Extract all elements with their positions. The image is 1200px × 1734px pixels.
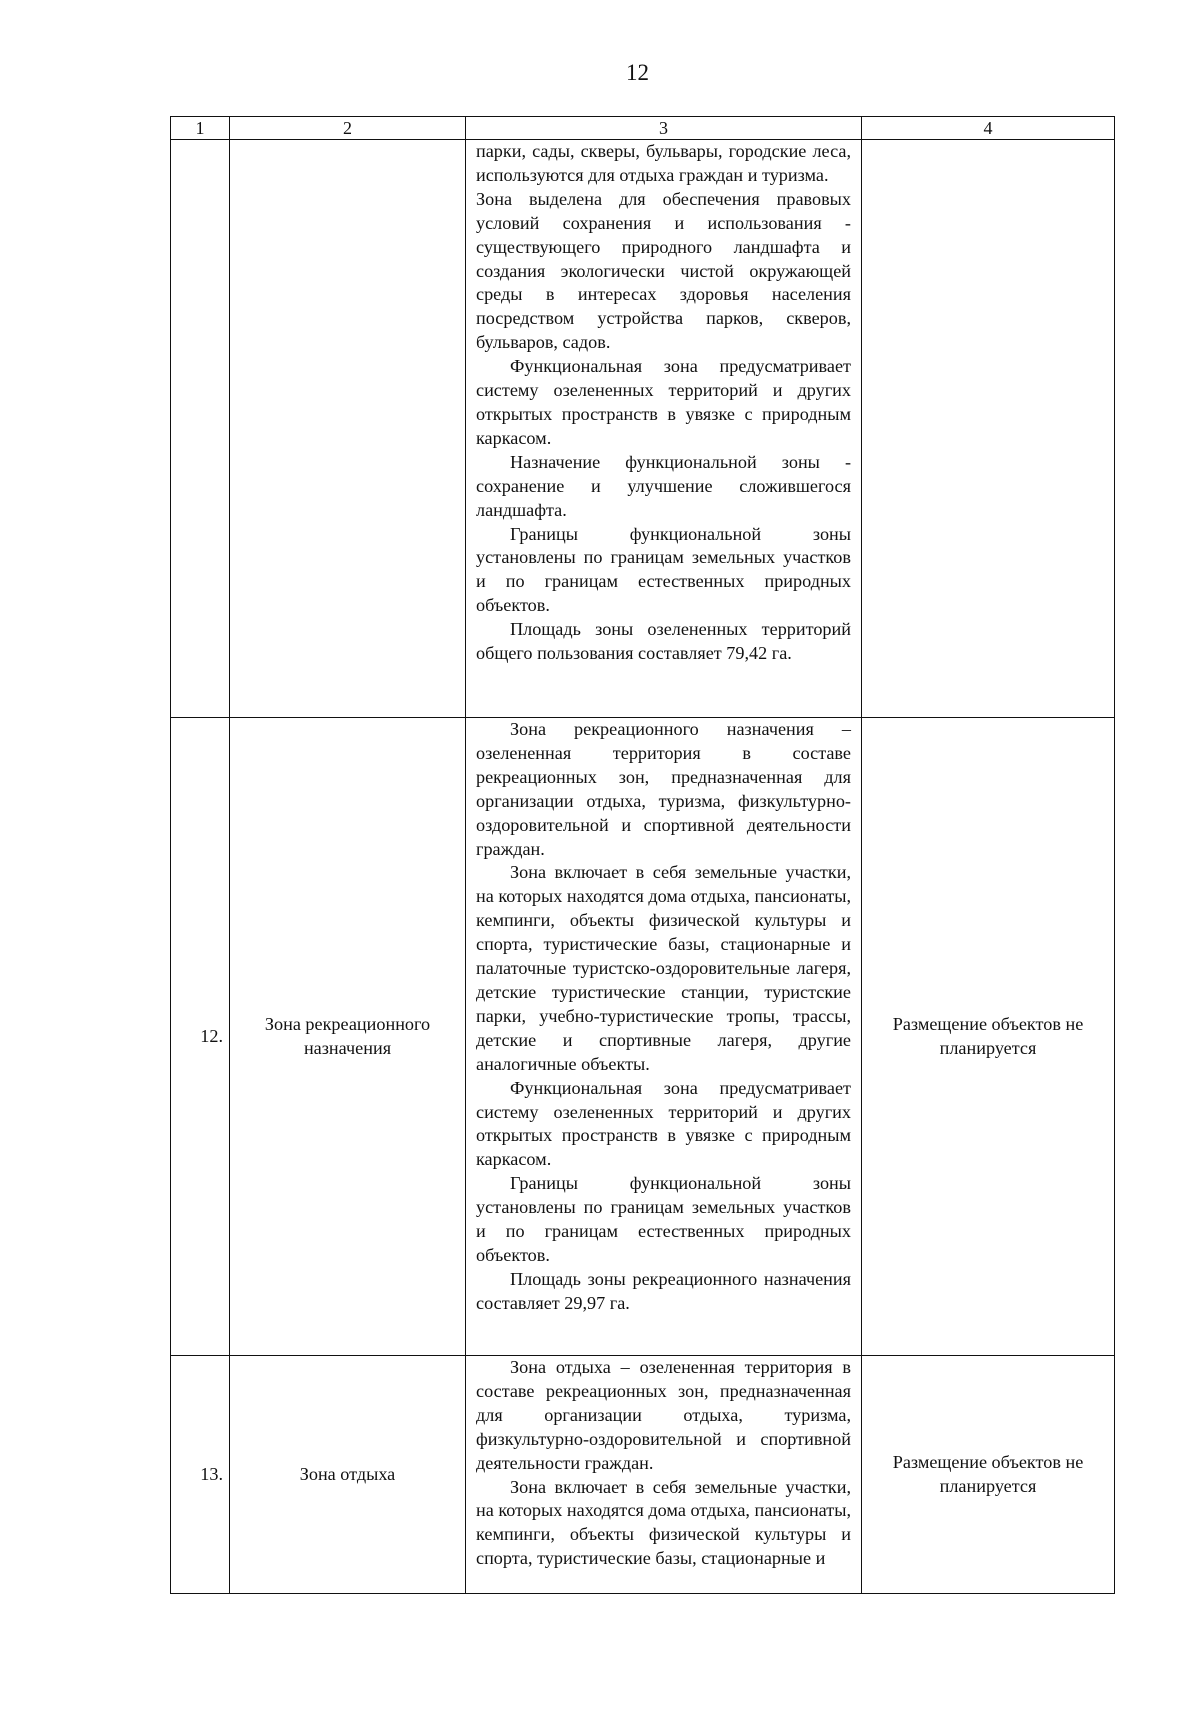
zone-name-cell <box>230 140 466 718</box>
zone-name-cell: Зона отдыха <box>230 1356 466 1594</box>
description-paragraph: Границы функциональной зоны установлены по границам земельных участков и по границам естественных природных объектов. <box>476 1173 851 1265</box>
zone-description-cell <box>466 718 862 1356</box>
description-paragraph: Площадь зоны рекреационного назначения составляет 29,97 га. <box>476 1268 851 1313</box>
description-paragraph: Назначение функциональной зоны - сохранение и улучшение сложившегося ландшафта. <box>476 451 851 520</box>
zones-table <box>170 116 1115 1594</box>
row-number-cell <box>171 140 230 718</box>
placement-cell <box>862 140 1115 718</box>
description-paragraph: парки, сады, скверы, бульвары, городские леса, используются для отдыха граждан и туризма. <box>476 141 851 185</box>
zone-description-cell <box>466 1356 862 1594</box>
description-paragraph: Зона включает в себя земельные участки, на которых находятся дома отдыха, пансионаты, кемпинги, объекты физической культуры и спорта, туристические базы, стационарные и палаточные туристско-оздоровительные лагеря, детские туристические станции, туристские парки, учебно-туристические тропы, трассы, детские и спортивные лагеря, другие аналогичные объекты. <box>476 862 851 1074</box>
table-row <box>171 140 1115 718</box>
description-paragraph: Границы функциональной зоны установлены по границам земельных участков и по границам естественных природных объектов. <box>476 523 851 616</box>
description-paragraph: Зона отдыха – озелененная территория в составе рекреационных зон, предназначенная для организации отдыха, туризма, физкультурно-оздоровительной и спортивной деятельности граждан. <box>476 1357 851 1473</box>
description-paragraph: Зона выделена для обеспечения правовых условий сохранения и использования - существующего природного ландшафта и создания экологически чистой окружающей среды в интересах здоровья населения посредством устройства парков, скверов, бульваров, садов. <box>476 188 851 353</box>
page-number: 12 <box>626 60 649 85</box>
column-header-2: 2 <box>230 117 466 140</box>
description-paragraph: Функциональная зона предусматривает систему озелененных территорий и других открытых пространств в увязке с природным каркасом. <box>476 356 851 448</box>
row-number-cell: 13. <box>171 1356 230 1594</box>
column-header-3: 3 <box>466 117 862 140</box>
table-row <box>171 718 1115 1356</box>
zone-description-cell <box>466 140 862 718</box>
table-row <box>171 1356 1115 1594</box>
description-paragraph: Зона включает в себя земельные участки, на которых находятся дома отдыха, пансионаты, кемпинги, объекты физической культуры и спорта, туристические базы, стационарные и <box>476 1476 851 1569</box>
placement-cell: Размещение объектов не планируется <box>862 1356 1115 1594</box>
placement-cell: Размещение объектов не планируется <box>862 718 1115 1356</box>
description-paragraph: Зона рекреационного назначения – озелененная территория в составе рекреационных зон, предназначенная для организации отдыха, туризма, физкультурно-оздоровительной и спортивной деятельности граждан. <box>476 719 851 859</box>
description-paragraph: Площадь зоны озелененных территорий общего пользования составляет 79,42 га. <box>476 619 851 664</box>
description-paragraph: Функциональная зона предусматривает систему озелененных территорий и других открытых пространств в увязке с природным каркасом. <box>476 1077 851 1170</box>
zone-name-cell: Зона рекреационного назначения <box>230 718 466 1356</box>
row-number-cell: 12. <box>171 718 230 1356</box>
column-header-1: 1 <box>171 117 230 140</box>
table-header-row <box>171 117 1115 140</box>
column-header-4: 4 <box>862 117 1115 140</box>
